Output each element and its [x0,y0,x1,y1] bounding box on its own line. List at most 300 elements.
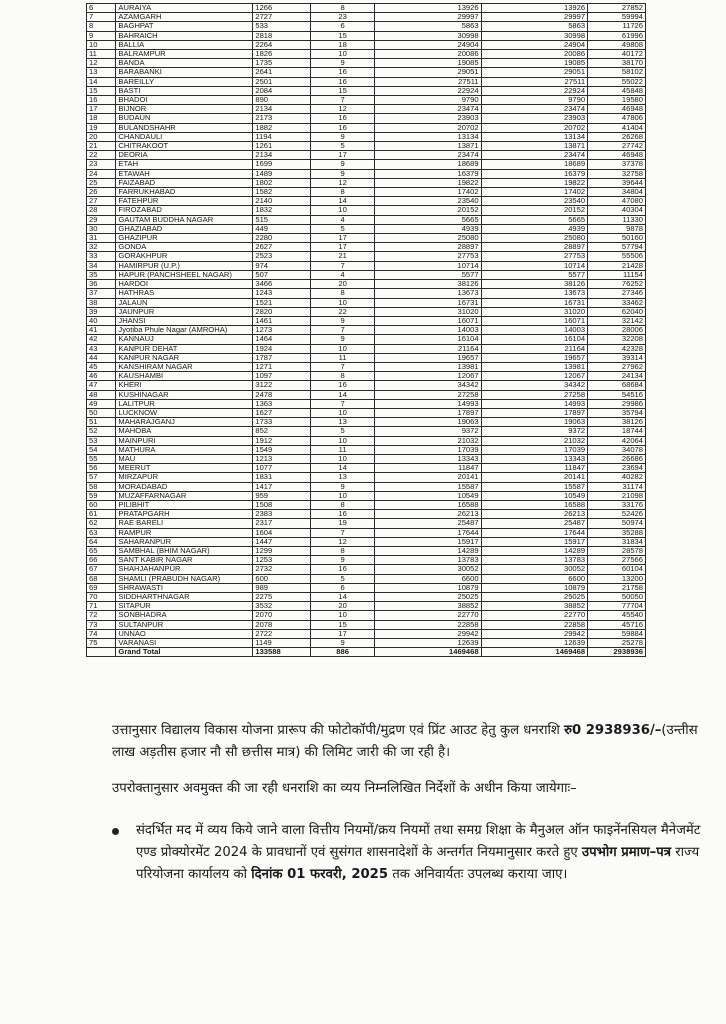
district-cell: FIROZABAD [116,206,253,215]
value-cell: 1464 [253,335,311,344]
total-amount-cell: 40172 [588,50,646,59]
serial-cell: 65 [87,546,116,555]
value-cell: 2627 [253,243,311,252]
value-cell: 1826 [253,50,311,59]
table-row [87,510,646,519]
table-row [87,105,646,114]
amount-cell: 25080 [481,234,588,243]
serial-cell: 27 [87,197,116,206]
value-cell: 1261 [253,142,311,151]
count-cell: 20 [311,280,375,289]
total-amount-cell: 50160 [588,234,646,243]
amount-cell: 27753 [481,252,588,261]
serial-cell: 18 [87,114,116,123]
district-cell: BALLIA [116,40,253,49]
district-cell: BASTI [116,86,253,95]
district-cell: PRATAPGARH [116,510,253,519]
serial-cell: 22 [87,151,116,160]
district-cell: BUDAUN [116,114,253,123]
amount-cell: 26213 [375,510,482,519]
table-row [87,160,646,169]
value-cell: 2134 [253,151,311,160]
serial-cell: 35 [87,270,116,279]
table-row [87,178,646,187]
amount-cell: 13926 [481,4,588,13]
amount-cell: 29942 [481,629,588,638]
district-cell: MEERUT [116,464,253,473]
amount-cell: 20086 [375,50,482,59]
amount-cell: 23474 [375,105,482,114]
total-amount-cell: 55022 [588,77,646,86]
amount-cell: 20152 [375,206,482,215]
amount-cell: 16071 [375,316,482,325]
total-amount-cell: 55506 [588,252,646,261]
count-cell: 5 [311,224,375,233]
amount-cell: 21164 [481,344,588,353]
count-cell: 17 [311,151,375,160]
amount-cell: 5863 [375,22,482,31]
serial-cell: 69 [87,583,116,592]
amount-cell: 20141 [481,473,588,482]
table-row [87,620,646,629]
serial-cell: 58 [87,482,116,491]
value-cell: 1735 [253,59,311,68]
serial-cell: 55 [87,454,116,463]
value-cell: 1077 [253,464,311,473]
total-amount-cell: 26268 [588,132,646,141]
district-cell: DEORIA [116,151,253,160]
total-amount-cell: 37378 [588,160,646,169]
total-amount-cell: 41404 [588,123,646,132]
count-cell: 9 [311,59,375,68]
amount-cell: 22770 [375,611,482,620]
district-cell: CHANDAULI [116,132,253,141]
table-row [87,399,646,408]
amount-cell: 17039 [375,445,482,454]
amount-cell: 16379 [375,169,482,178]
table-row [87,602,646,611]
district-cell: BAREILLY [116,77,253,86]
total-amount-cell: 9878 [588,224,646,233]
value-cell: 2078 [253,620,311,629]
count-cell: 16 [311,565,375,574]
amount-cell: 20141 [375,473,482,482]
serial-cell: 46 [87,372,116,381]
total-amount-cell: 68684 [588,381,646,390]
serial-cell: 6 [87,4,116,13]
value-cell: 1549 [253,445,311,454]
table-row [87,427,646,436]
table-row [87,289,646,298]
serial-cell: 28 [87,206,116,215]
amount-cell: 14003 [481,326,588,335]
value-cell: 1271 [253,362,311,371]
amount-cell: 16104 [375,335,482,344]
amount-cell: 27753 [375,252,482,261]
district-cell: GHAZIPUR [116,234,253,243]
district-cell: BIJNOR [116,105,253,114]
amount-cell: 9790 [481,96,588,105]
amount-cell: 10714 [481,261,588,270]
count-cell: 10 [311,50,375,59]
amount-cell: 29997 [481,13,588,22]
value-cell: 2523 [253,252,311,261]
amount-cell: 15587 [375,482,482,491]
amount-cell: 13871 [375,142,482,151]
district-cell: MAHOBA [116,427,253,436]
district-cell: VARANASI [116,639,253,648]
count-cell: 17 [311,243,375,252]
table-row [87,123,646,132]
total-amount-cell: 39314 [588,353,646,362]
district-cell: KANSHIRAM NAGAR [116,362,253,371]
table-row [87,546,646,555]
district-cell: MUZAFFARNAGAR [116,491,253,500]
count-cell: 15 [311,86,375,95]
total-amount-cell: 32758 [588,169,646,178]
value-cell: 1832 [253,206,311,215]
total-amount-cell: 52426 [588,510,646,519]
count-cell: 4 [311,270,375,279]
serial-cell: 30 [87,224,116,233]
table-row [87,77,646,86]
district-cell: BULANDSHAHR [116,123,253,132]
total-amount-cell: 32142 [588,316,646,325]
amount-cell: 20086 [481,50,588,59]
amount-cell: 13871 [481,142,588,151]
total-amount-cell: 21758 [588,583,646,592]
district-cell: SULTANPUR [116,620,253,629]
amount-cell: 10879 [375,583,482,592]
district-cell: SAHARANPUR [116,537,253,546]
total-amount-cell: 60104 [588,565,646,574]
count-cell: 16 [311,77,375,86]
table-row [87,473,646,482]
amount-cell: 27258 [375,390,482,399]
table-row [87,362,646,371]
amount-cell: 19085 [481,59,588,68]
value-cell: 1582 [253,188,311,197]
table-row [87,4,646,13]
table-row [87,224,646,233]
value-cell: 3532 [253,602,311,611]
amount-cell: 38126 [375,280,482,289]
grand-total-row [87,648,646,657]
amount-cell: 22924 [375,86,482,95]
value-cell: 1266 [253,4,311,13]
count-cell: 9 [311,482,375,491]
count-cell: 7 [311,96,375,105]
total-amount-cell: 27742 [588,142,646,151]
district-cell: HAPUR (PANCHSHEEL NAGAR) [116,270,253,279]
district-cell: UNNAO [116,629,253,638]
value-cell: 2641 [253,68,311,77]
count-cell: 9 [311,169,375,178]
table-row [87,593,646,602]
amount-cell: 17402 [481,188,588,197]
table-row [87,188,646,197]
amount-cell: 12067 [481,372,588,381]
amount-cell: 18689 [375,160,482,169]
total-amount-cell: 26686 [588,454,646,463]
total-amount-cell: 25278 [588,639,646,648]
amount-cell: 14993 [375,399,482,408]
value-cell: 3122 [253,381,311,390]
serial-cell: 14 [87,77,116,86]
total-amount-cell: 23694 [588,464,646,473]
count-cell: 8 [311,546,375,555]
district-cell: MORADABAD [116,482,253,491]
value-cell: 3466 [253,280,311,289]
amount-cell: 28897 [481,243,588,252]
amount-cell: 1469468 [375,648,482,657]
amount-cell: 5577 [375,270,482,279]
total-amount-cell: 27566 [588,556,646,565]
amount-cell: 16104 [481,335,588,344]
district-cell: SONBHADRA [116,611,253,620]
amount-cell: 10879 [481,583,588,592]
table-row [87,13,646,22]
amount-cell: 22770 [481,611,588,620]
table-row [87,565,646,574]
total-amount-cell: 31834 [588,537,646,546]
amount-cell: 34342 [375,381,482,390]
district-cell: ETAH [116,160,253,169]
value-cell: 1194 [253,132,311,141]
table-row [87,234,646,243]
count-cell: 13 [311,418,375,427]
total-amount-cell: 35288 [588,528,646,537]
amount-cell: 15917 [481,537,588,546]
total-amount-cell: 61996 [588,31,646,40]
total-amount-cell: 11154 [588,270,646,279]
amount-cell: 13981 [481,362,588,371]
amount-cell: 25487 [375,519,482,528]
total-amount-cell: 13200 [588,574,646,583]
serial-cell: 31 [87,234,116,243]
amount-cell: 23474 [481,151,588,160]
amount-cell: 16071 [481,316,588,325]
amount-cell: 15587 [481,482,588,491]
serial-cell: 36 [87,280,116,289]
table-row [87,307,646,316]
total-amount-cell: 35794 [588,408,646,417]
count-cell: 14 [311,390,375,399]
value-cell: 1489 [253,169,311,178]
count-cell: 16 [311,68,375,77]
bullet-icon [112,828,119,835]
amount-cell: 30998 [375,31,482,40]
district-cell: KUSHINAGAR [116,390,253,399]
serial-cell: 13 [87,68,116,77]
value-cell: 1149 [253,639,311,648]
total-amount-cell: 47806 [588,114,646,123]
count-cell: 9 [311,335,375,344]
value-cell: 1733 [253,418,311,427]
count-cell: 7 [311,326,375,335]
amount-cell: 23540 [375,197,482,206]
amount-cell: 16731 [481,298,588,307]
count-cell: 13 [311,473,375,482]
serial-cell: 50 [87,408,116,417]
serial-cell: 75 [87,639,116,648]
value-cell: 1521 [253,298,311,307]
count-cell: 10 [311,206,375,215]
value-cell: 2264 [253,40,311,49]
total-amount-cell: 2938936 [588,648,646,657]
amount-cell: 12639 [375,639,482,648]
table-row [87,197,646,206]
total-amount-cell: 42064 [588,436,646,445]
table-row [87,344,646,353]
value-cell: 2383 [253,510,311,519]
serial-cell: 54 [87,445,116,454]
district-cell: ETAWAH [116,169,253,178]
value-cell: 1253 [253,556,311,565]
allocation-amount: रु0 2938936/– [564,723,662,738]
district-cell: AZAMGARH [116,13,253,22]
serial-cell: 37 [87,289,116,298]
amount-cell: 25487 [481,519,588,528]
amount-cell: 17644 [375,528,482,537]
amount-cell: 30998 [481,31,588,40]
district-cell: KANPUR DEHAT [116,344,253,353]
amount-cell: 9372 [375,427,482,436]
district-cell: SANT KABIR NAGAR [116,556,253,565]
amount-cell: 22924 [481,86,588,95]
serial-cell: 72 [87,611,116,620]
count-cell: 10 [311,611,375,620]
table-row [87,142,646,151]
serial-cell: 34 [87,261,116,270]
district-cell: BAGHPAT [116,22,253,31]
value-cell: 1299 [253,546,311,555]
count-cell: 19 [311,519,375,528]
table-row [87,206,646,215]
table-row [87,583,646,592]
count-cell: 8 [311,372,375,381]
district-cell: MAU [116,454,253,463]
count-cell: 10 [311,491,375,500]
district-cell: SHRAWASTI [116,583,253,592]
count-cell: 11 [311,353,375,362]
total-amount-cell: 39644 [588,178,646,187]
district-cell: RAMPUR [116,528,253,537]
serial-cell: 38 [87,298,116,307]
serial-cell: 60 [87,500,116,509]
total-amount-cell: 27346 [588,289,646,298]
district-cell: FAIZABAD [116,178,253,187]
total-amount-cell: 21428 [588,261,646,270]
count-cell: 16 [311,114,375,123]
value-cell: 1461 [253,316,311,325]
amount-cell: 24904 [481,40,588,49]
table-row [87,132,646,141]
amount-cell: 19063 [481,418,588,427]
table-row [87,353,646,362]
amount-cell: 4939 [481,224,588,233]
value-cell: 2280 [253,234,311,243]
count-cell: 15 [311,31,375,40]
bullet-text [136,820,704,886]
value-cell: 1802 [253,178,311,187]
value-cell: 2732 [253,565,311,574]
district-cell: HATHRAS [116,289,253,298]
value-cell: 1363 [253,399,311,408]
amount-cell: 23540 [481,197,588,206]
amount-cell: 10714 [375,261,482,270]
serial-cell: 45 [87,362,116,371]
amount-cell: 38852 [375,602,482,611]
amount-cell: 25080 [375,234,482,243]
amount-cell: 14003 [375,326,482,335]
value-cell: 1882 [253,123,311,132]
count-cell: 7 [311,362,375,371]
table-row [87,261,646,270]
count-cell: 14 [311,593,375,602]
serial-cell: 41 [87,326,116,335]
total-amount-cell: 77704 [588,602,646,611]
serial-cell: 26 [87,188,116,197]
table-row [87,114,646,123]
count-cell: 16 [311,381,375,390]
amount-cell: 27511 [481,77,588,86]
table-row [87,96,646,105]
total-amount-cell: 57794 [588,243,646,252]
count-cell: 11 [311,445,375,454]
serial-cell: 39 [87,307,116,316]
serial-cell: 59 [87,491,116,500]
count-cell: 886 [311,648,375,657]
table-row [87,556,646,565]
table-row [87,335,646,344]
serial-cell: 15 [87,86,116,95]
table-row [87,418,646,427]
value-cell: 2501 [253,77,311,86]
count-cell: 10 [311,298,375,307]
value-cell: 2275 [253,593,311,602]
table-row [87,316,646,325]
district-cell: SIDDHARTHNAGAR [116,593,253,602]
district-cell: MATHURA [116,445,253,454]
value-cell: 1447 [253,537,311,546]
total-amount-cell: 50050 [588,593,646,602]
serial-cell: 64 [87,537,116,546]
value-cell: 2727 [253,13,311,22]
value-cell: 2722 [253,629,311,638]
serial-cell: 70 [87,593,116,602]
allocation-text-post: (उन्तीस लाख अड़तीस हजार नौ सौ छत्तीस मात्र) की लिमिट जारी की जा रही है। [112,723,698,760]
total-amount-cell: 28578 [588,546,646,555]
serial-cell: 8 [87,22,116,31]
count-cell: 14 [311,197,375,206]
serial-cell: 61 [87,510,116,519]
amount-cell: 5665 [375,215,482,224]
amount-cell: 23474 [375,151,482,160]
value-cell: 1417 [253,482,311,491]
amount-cell: 11847 [481,464,588,473]
serial-cell: 56 [87,464,116,473]
amount-cell: 25025 [481,593,588,602]
amount-cell: 23903 [481,114,588,123]
amount-cell: 5863 [481,22,588,31]
amount-cell: 31020 [481,307,588,316]
total-amount-cell: 29986 [588,399,646,408]
district-allocation-table [86,3,646,657]
table-row [87,68,646,77]
amount-cell: 13343 [481,454,588,463]
table-row [87,86,646,95]
